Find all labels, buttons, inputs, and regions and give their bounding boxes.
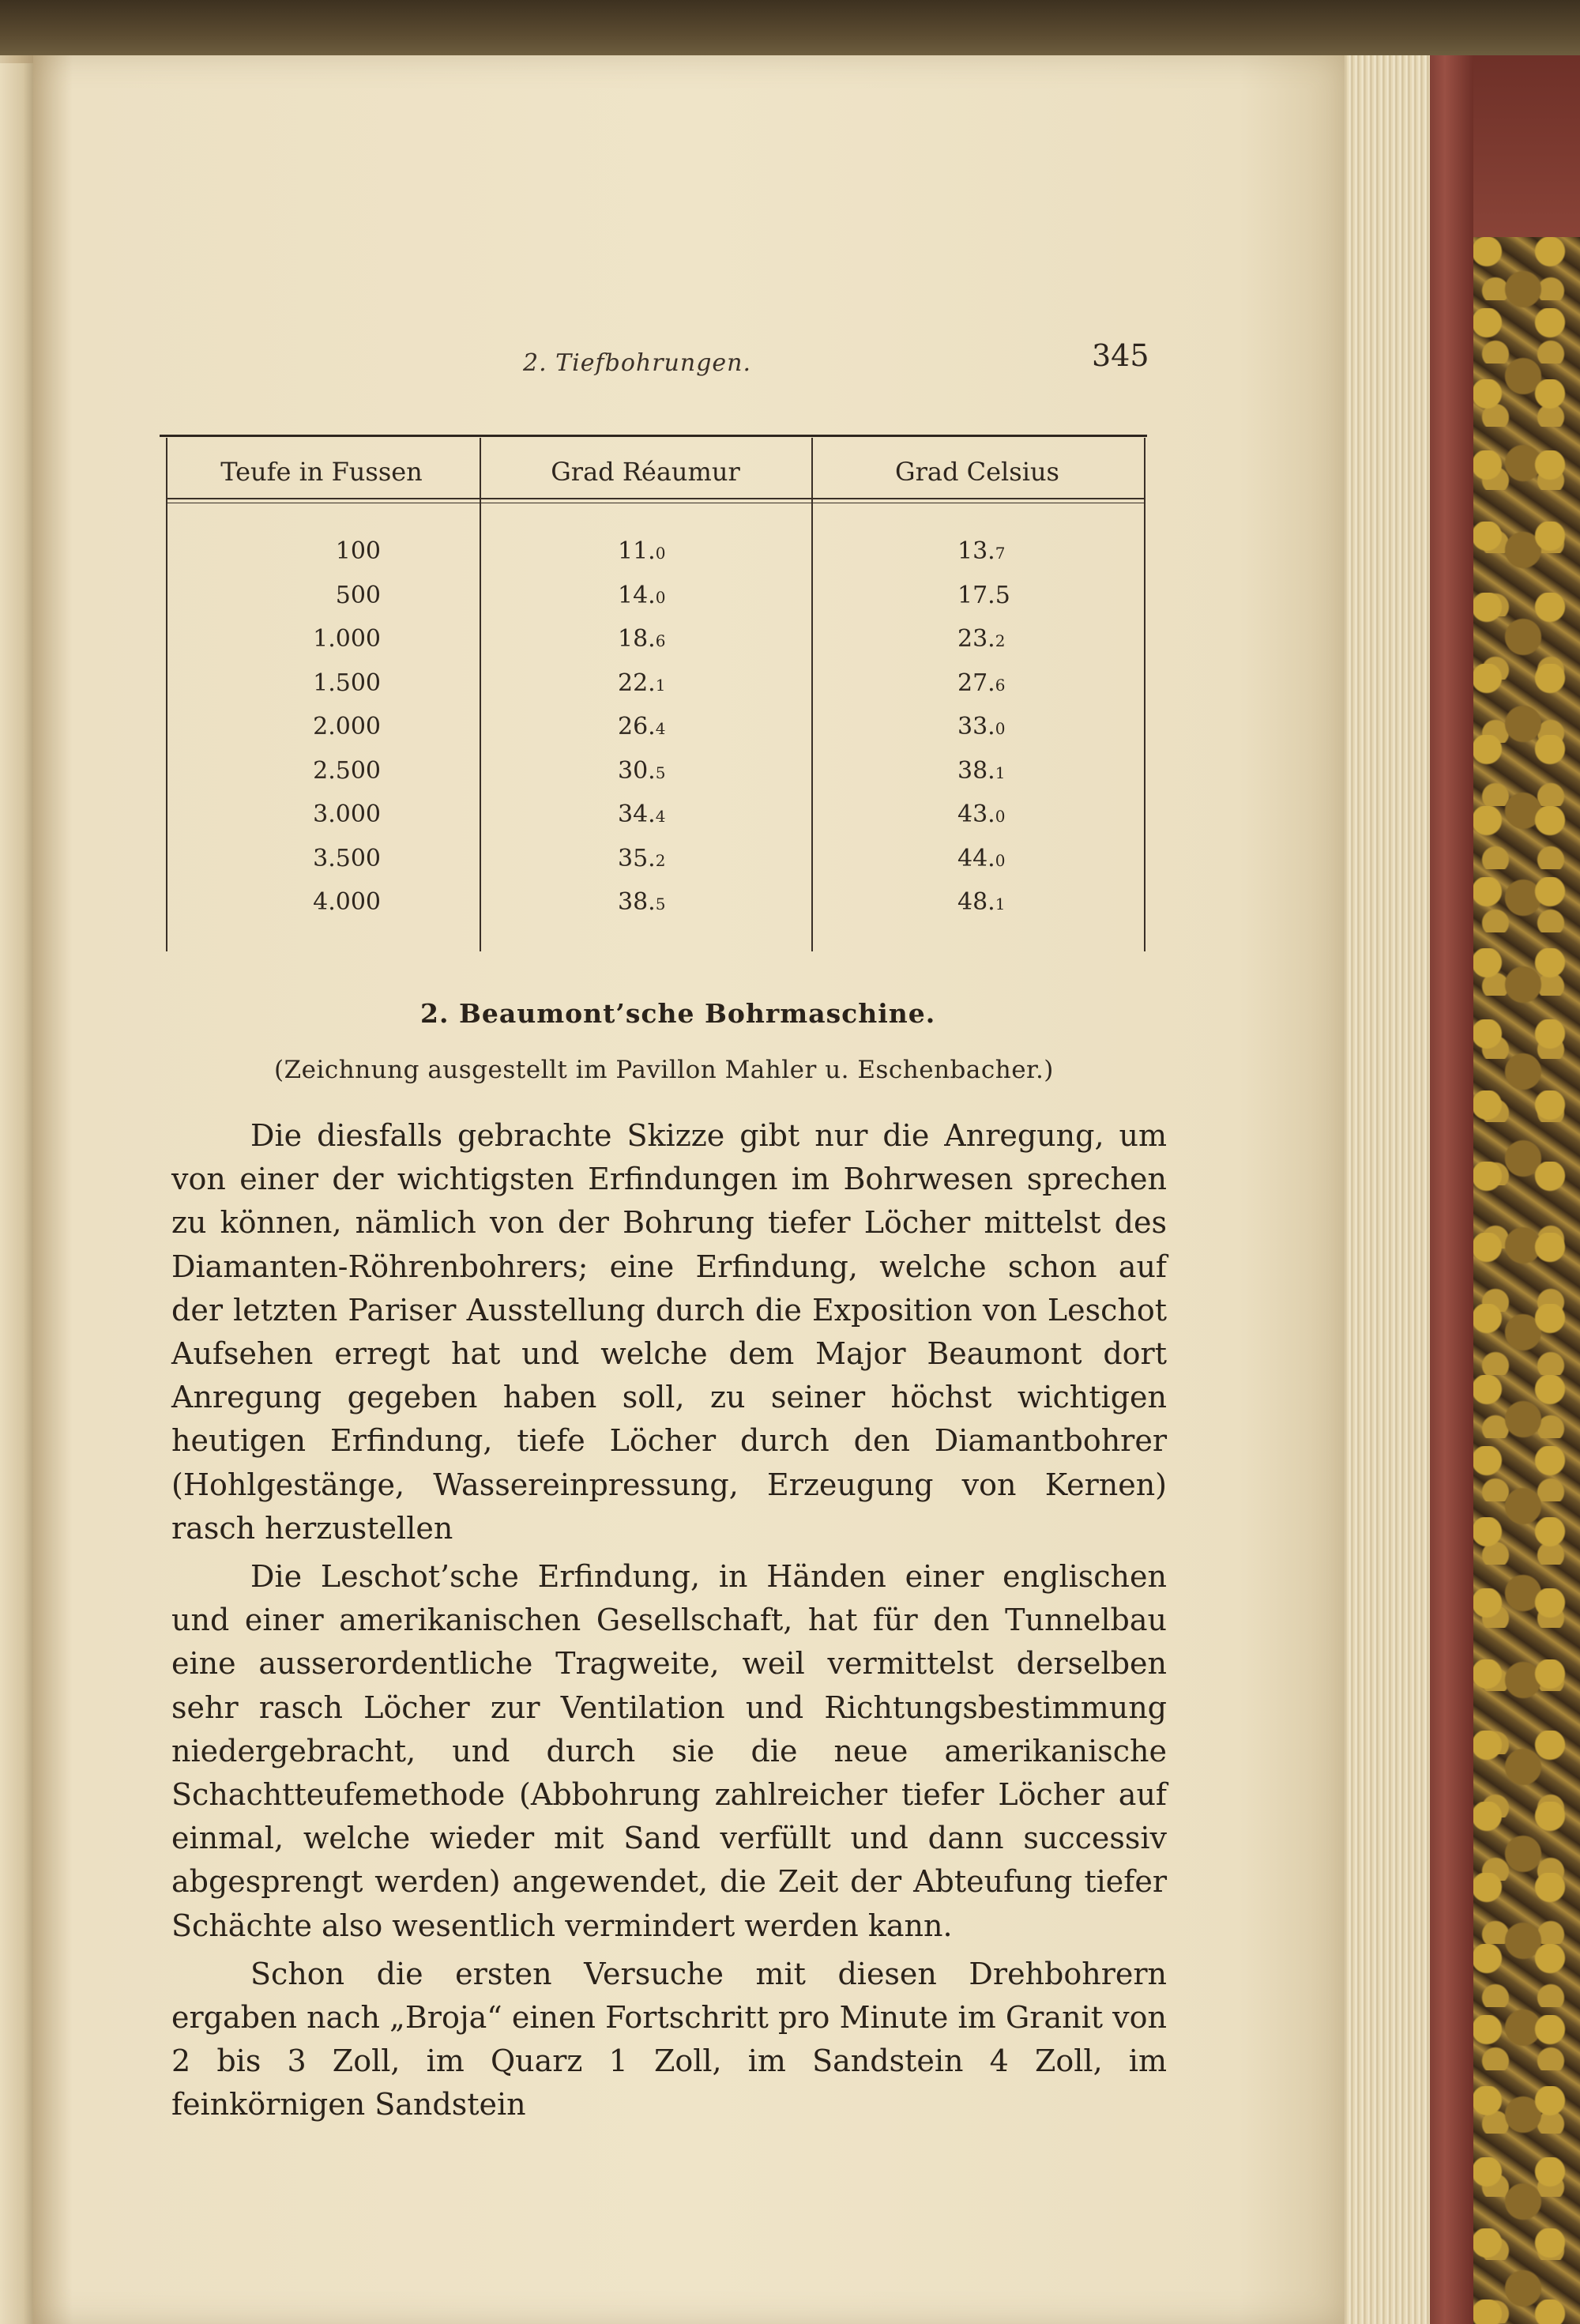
- value-integer: 27.: [957, 669, 995, 697]
- cell-reaumur: [618, 845, 752, 872]
- value-decimal: 0: [655, 544, 666, 563]
- value-integer: 38.: [618, 888, 656, 916]
- cell-reaumur: [618, 669, 752, 697]
- value-decimal: 0: [655, 587, 666, 607]
- value-integer: 30.: [618, 756, 656, 785]
- value-integer: 17.5: [957, 581, 1010, 609]
- value-integer: 14.: [618, 581, 656, 609]
- section-title: 2. Beaumont’sche Bohrmaschine.: [420, 998, 936, 1029]
- cover-edge-red: [1426, 55, 1473, 2324]
- value-decimal: 6: [995, 675, 1006, 695]
- cell-depth: 1.500: [313, 669, 381, 697]
- table-header-celsius: Grad Celsius: [895, 457, 1059, 487]
- cell-reaumur: [618, 537, 752, 565]
- value-decimal: 7: [995, 544, 1006, 563]
- cell-depth: 2.000: [313, 713, 381, 740]
- marbled-endpaper: [1468, 237, 1580, 2324]
- book-page: [33, 55, 1345, 2324]
- value-decimal: 2: [995, 631, 1006, 650]
- page-number: 345: [1092, 338, 1149, 373]
- table-row: [160, 757, 1147, 801]
- cell-celsius: [957, 625, 1092, 653]
- cell-depth: 3.500: [313, 844, 381, 872]
- table-header-reaumur: Grad Réaumur: [551, 457, 740, 487]
- cell-celsius: [957, 537, 1092, 565]
- facing-page-edge: [0, 63, 33, 2324]
- value-decimal: 5: [655, 763, 666, 782]
- cell-depth: 3.000: [313, 800, 381, 828]
- value-integer: 44.: [957, 844, 995, 872]
- paragraph: Die Leschot’sche Erfindung, in Händen einer englischen und einer amerikanischen Gesellschaft, hat für den Tunnelbau eine ausserordentliche Tragweite, weil vermittelst derselben sehr rasch Löcher zur Ventilation und Richtungsbestimmung niedergebracht, und durch sie die neue amerikanische Schachtteufemethode (Abbohrung zahlreicher tiefer Löcher auf einmal, welche wieder mit Sand verfüllt und dann successiv abgesprengt werden) angewendet, die Zeit der Abteufung tiefer Schächte also wesentlich vermindert werden kann.: [171, 1559, 1167, 1943]
- table-header-depth: Teufe in Fussen: [220, 457, 423, 487]
- cell-celsius: [957, 582, 1092, 609]
- value-integer: 26.: [618, 713, 656, 740]
- value-integer: 35.: [618, 844, 656, 872]
- cell-celsius: [957, 888, 1092, 916]
- value-decimal: 6: [655, 631, 666, 650]
- table-row: [160, 888, 1147, 932]
- table-row: [160, 800, 1147, 845]
- table-top-rule: [160, 435, 1147, 437]
- cell-depth: 4.000: [313, 888, 381, 916]
- value-decimal: 5: [655, 895, 666, 913]
- cell-reaumur: [618, 757, 752, 785]
- cell-celsius: [957, 800, 1092, 828]
- value-integer: 33.: [957, 713, 995, 740]
- section-note: (Zeichnung ausgestellt im Pavillon Mahler u. Eschenbacher.): [274, 1056, 1054, 1084]
- value-decimal: 4: [655, 719, 666, 738]
- value-integer: 22.: [618, 669, 656, 697]
- cell-depth: 1.000: [313, 625, 381, 653]
- cell-depth: 500: [335, 581, 381, 609]
- cell-celsius: [957, 713, 1092, 740]
- running-head: 2. Tiefbohrungen.: [523, 349, 752, 377]
- table-row: [160, 713, 1147, 757]
- value-integer: 13.: [957, 537, 995, 565]
- cell-reaumur: [618, 625, 752, 653]
- table-header-rule: [166, 498, 1146, 499]
- value-integer: 23.: [957, 625, 995, 653]
- cell-reaumur: [618, 582, 752, 609]
- cell-reaumur: [618, 800, 752, 828]
- value-decimal: 2: [655, 850, 666, 870]
- cell-celsius: [957, 845, 1092, 872]
- cell-celsius: [957, 669, 1092, 697]
- cover-spine-red: [1468, 55, 1580, 245]
- value-decimal: 0: [995, 807, 1006, 826]
- cell-depth: 2.500: [313, 756, 381, 785]
- value-integer: 38.: [957, 756, 995, 785]
- value-integer: 34.: [618, 800, 656, 828]
- value-decimal: 1: [995, 895, 1006, 913]
- value-decimal: 0: [995, 850, 1006, 870]
- paragraph: Die diesfalls gebrachte Skizze gibt nur die Anregung, um von einer der wichtigsten Erfindungen im Bohrwesen sprechen zu können, nämlich von der Bohrung tiefer Löcher mittelst des Diamanten-Röhrenbohrers; eine Erfindung, welche schon auf der letzten Pariser Ausstellung durch die Exposition von Leschot Aufsehen erregt hat und welche dem Major Beaumont dort Anregung gegeben haben soll, zu seiner höchst wichtigen heutigen Erfindung, tiefe Löcher durch den Diamantbohrer (Hohlgestänge, Wassereinpressung, Erzeugung von Kernen) rasch herzustellen: [171, 1118, 1167, 1546]
- temperature-table: [160, 435, 1147, 956]
- value-decimal: 0: [995, 719, 1006, 738]
- cell-reaumur: [618, 713, 752, 740]
- value-decimal: 1: [995, 763, 1006, 782]
- value-decimal: 4: [655, 807, 666, 826]
- value-integer: 11.: [618, 537, 656, 565]
- paragraph: Schon die ersten Versuche mit diesen Drehbohrern ergaben nach „Broja“ einen Fortschritt pro Minute im Granit von 2 bis 3 Zoll, im Quarz 1 Zoll, im Sandstein 4 Zoll, im feinkörnigen Sandstein: [171, 1956, 1167, 2122]
- value-decimal: 1: [655, 675, 666, 695]
- table-body: [160, 537, 1147, 932]
- cell-depth: 100: [335, 537, 381, 565]
- cell-celsius: [957, 757, 1092, 785]
- value-integer: 43.: [957, 800, 995, 828]
- table-row: [160, 537, 1147, 582]
- value-integer: 18.: [618, 625, 656, 653]
- table-row: [160, 625, 1147, 669]
- value-integer: 48.: [957, 888, 995, 916]
- body-text: [171, 1114, 1167, 2127]
- table-row: [160, 669, 1147, 714]
- table-row: [160, 845, 1147, 889]
- page-block-edges: [1335, 55, 1430, 2324]
- table-row: [160, 582, 1147, 626]
- cell-reaumur: [618, 888, 752, 916]
